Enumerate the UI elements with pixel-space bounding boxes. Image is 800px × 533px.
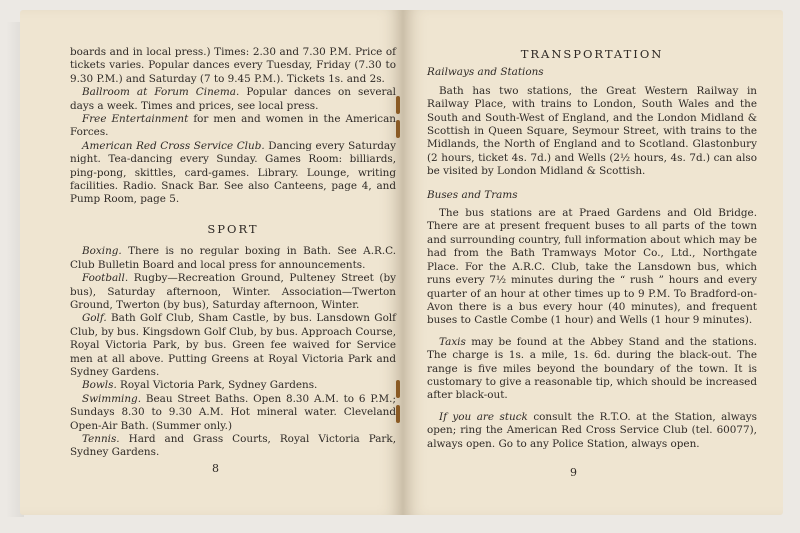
binding-stitch [396,405,400,423]
right-page [403,10,783,515]
binding-stitch [396,120,400,138]
bowls-text: Royal Victoria Park, Sydney Gardens. [116,379,318,392]
right-page-text [427,48,757,451]
left-page [20,10,403,515]
sport-heading: SPORT [207,221,259,236]
red-cross-entry [70,140,396,207]
buses-text: The bus stations are at Praed Gardens and Old Bridge. There are at present frequent buses to all parts of the town and surrounding country, full information about which may be had from the Bath Tramways Motor Co., Ltd., Northgate Place. For the A.R.C. Club, take the Lansdown bus, which runs every 7½ minutes during the “ rush ” hours and every quarter of an hour at other times up to 9 P.M. To Bradford-on-Avon there is a bus every hour (40 minutes), and frequent buses to Castle Combe (1 hour) and Wells (1 hour 9 minutes). [427,207,757,327]
stuck-text: consult the R.T.O. at the Station, always open; ring the American Red Cross Service Club (tel. 60077), always open. Go to any Police Station, always open. [427,410,757,450]
free-entertainment-text: for men and women in the American Forces. [70,113,396,139]
stuck-entry [427,411,757,451]
transportation-heading: TRANSPORTATION [520,47,664,61]
free-entertainment-label: Free Entertainment [82,113,189,126]
swimming-entry [70,393,396,433]
ballroom-text: Popular dances on several days a week. Times and prices, see local press. [70,86,396,112]
tennis-label: Tennis. [82,432,120,445]
golf-label: Golf. [82,312,107,325]
boxing-text: There is no regular boxing in Bath. See A.R.C. Club Bulletin Board and local press for announcements. [70,245,396,271]
taxis-label: Taxis [439,335,466,348]
binding-stitch [396,380,400,398]
golf-entry [70,312,396,379]
bowls-label: Bowls. [82,379,117,392]
swimming-text: Beau Street Baths. Open 8.30 A.M. to 6 P.M.; Sundays 8.30 to 9.30 A.M. Hot mineral water. Cleveland Open-Air Bath. (Summer only.) [70,392,396,432]
football-label: Football. [82,272,129,285]
buses-heading: Buses and Trams [427,188,518,201]
taxis-text: may be found at the Abbey Stand and the stations. The charge is 1s. a mile, 1s. 6d. during the black-out. The range is five miles beyond the boundary of the town. It is customary to give a reasonable tip, which should be increased after black-out. [427,335,757,402]
page-number-right: 9 [570,466,577,479]
tennis-text: Hard and Grass Courts, Royal Victoria Park, Sydney Gardens. [70,432,396,459]
entertainment-times: boards and in local press.) Times: 2.30 and 7.30 P.M. Price of tickets varies. Popular dances every Tuesday, Friday (7.30 to 9.30 P.M.) and Saturday (7 to 9.45 P.M.). Tickets 1s. and 2s. [70,46,396,85]
free-entertainment-entry [70,113,396,140]
taxis-entry [427,336,757,403]
ballroom-label: Ballroom at Forum Cinema. [82,86,240,99]
ballroom-entry [70,86,396,113]
red-cross-text: Dancing every Saturday night. Tea-dancing every Sunday. Games Room: billiards, ping-pong, skittles, card-games. Library. Lounge, writing facilities. Radio. Snack Bar. See also Canteens, page 4, and Pump Room, page 5. [70,139,397,206]
tennis-entry [70,433,396,460]
railways-heading: Railways and Stations [427,66,544,79]
spacer [427,403,757,411]
golf-text: Bath Golf Club, Sham Castle, by bus. Lansdown Golf Club, by bus. Kingsdown Golf Club, by bus. Approach Course, Royal Victoria Park, by bus. Green fee waived for Service men at all above. Putting Greens at Royal Victoria Park and Sydney Gardens. [70,312,396,378]
page-number-left: 8 [212,462,219,475]
swimming-label: Swimming. [82,392,142,405]
boxing-entry [70,245,396,272]
left-page-text [70,46,396,460]
boxing-label: Boxing. [82,245,122,258]
red-cross-label: American Red Cross Service Club. [82,139,265,152]
binding-stitch [396,96,400,114]
railways-text: Bath has two stations, the Great Western Railway in Railway Place, with trains to London, South Wales and the South and South-West of England, and the London Midland & Scottish in Queen Square, Seymour Street, with trains to the Midlands, the North of England and to Scotland. Glastonbury (2 hours, ticket 4s. 7d.) and Wells (2½ hours, 4s. 7d.) can also be visited by London Midland & Scottish. [427,84,757,178]
stuck-label: If you are stuck [439,410,528,423]
football-entry [70,272,396,312]
spacer [427,328,757,336]
football-text: Rugby—Recreation Ground, Pulteney Street (by bus), Saturday afternoon, Winter. Association—Twerton Ground, Twerton (by bus), Saturday afternoon, Winter. [70,272,396,311]
bowls-entry [70,379,396,392]
